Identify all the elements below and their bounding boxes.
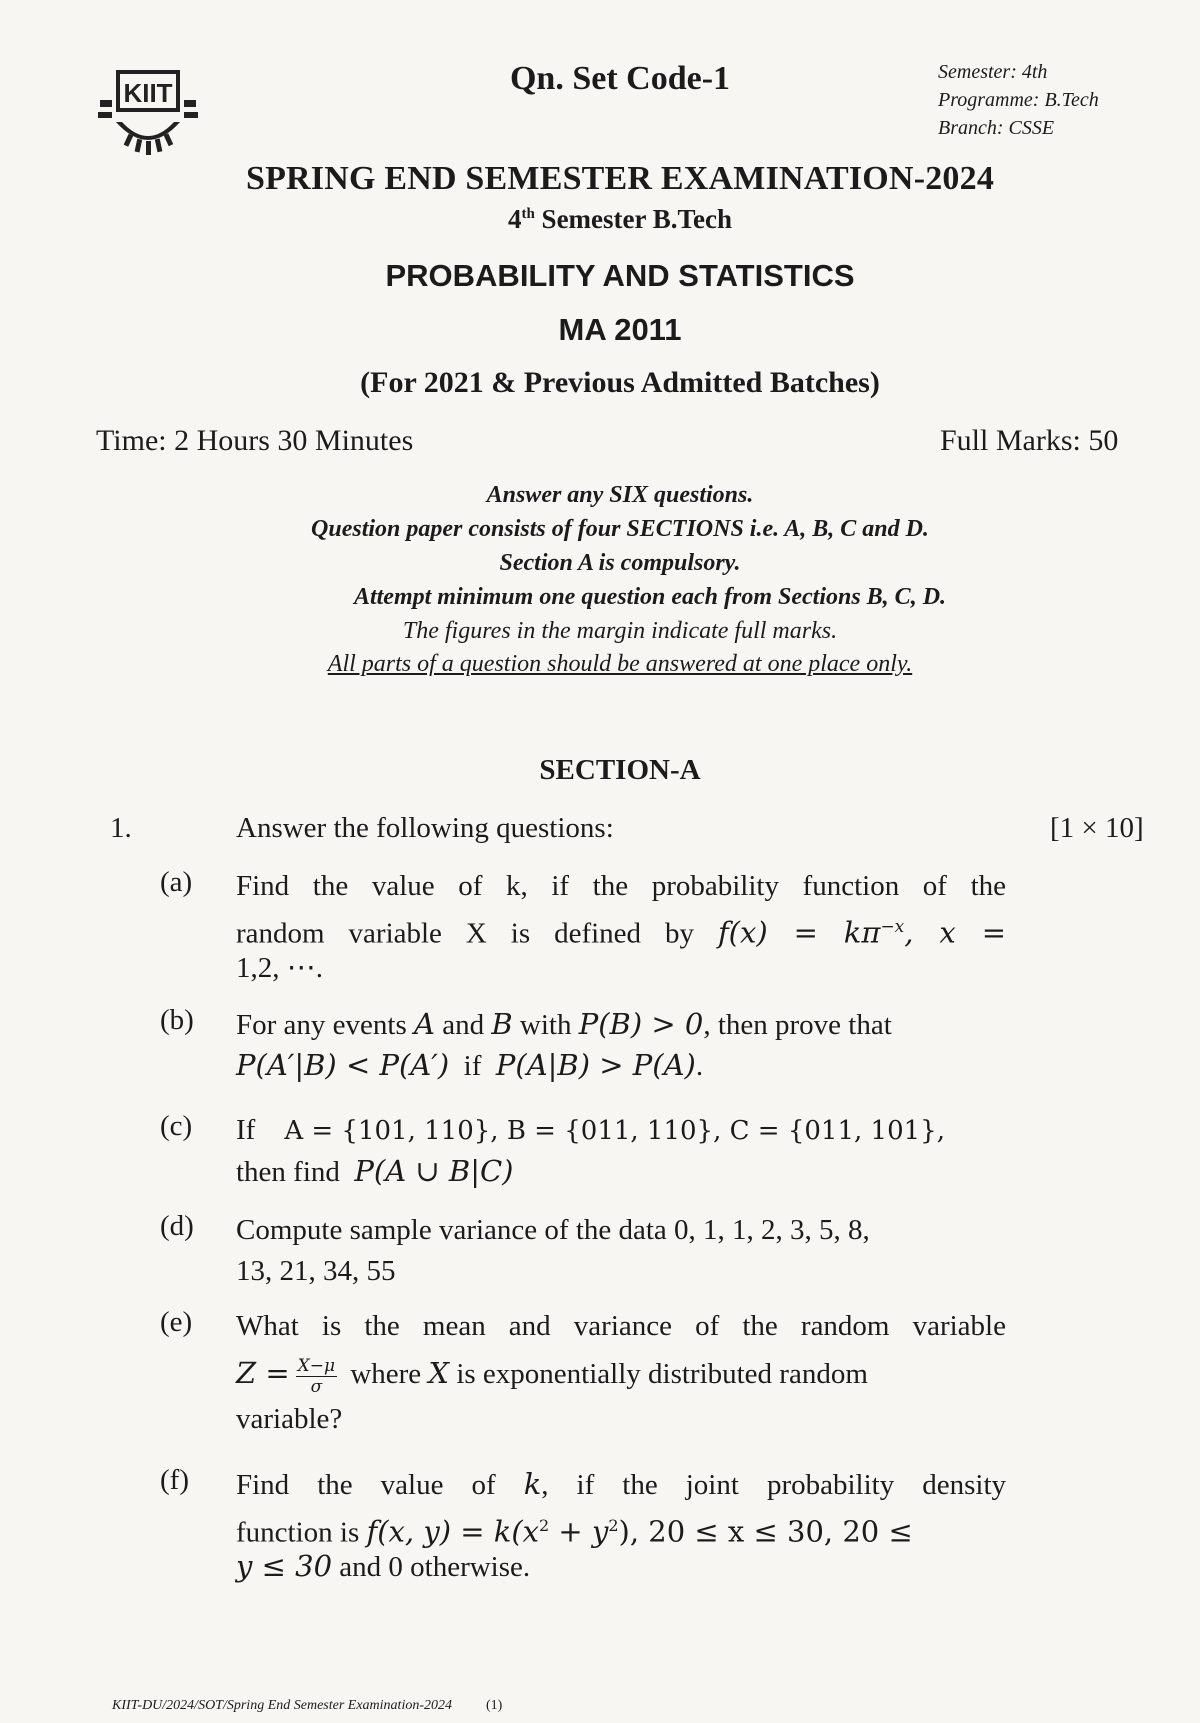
exam-page: KIIT Qn. Set Code-1 Semester: 4th Programme: B.Tech Branch: CSSE SPRING END SEMESTER EXAMINATION-2024 4th Semester B.Tech PROBABILITY AND STATISTICS MA 2011 (For 2021 & Previous Admitted Batches) Time: 2 Hours 30 Minutes Full Marks: 50 Answer any SIX questions. Question paper consists of four SECTIONS i.e. A, B, C and D. Section A is compulsory. Attempt minimum one question each from Sections B, C, D. The figures in the margin indicate full marks. All parts of a question should be answered at one place only. SECTION-A 1. Answer the following questions: [1 × 10] (a) Find the value of k, if the probability function of the random variable X is defined by $f(x) = k\pi^{-x}$, x = 1,2, ⋯. (b) For any events A and B with P(B) > 0, then prove that P(A′|B) < P(A′) if P(A|B) > P(A). (c) If A = {101, 110}, B = {011, 110}, C = {011, 101}, then find P(A ∪ B|C) (d) Compute sample variance of the data 0, 1, 1, 2, 3, 5, 8, 13, 21, 34, 55 (e) What is the mean and variance of the random variable Z = $\frac{X-\mu}{\sigma}$ where X is exponentially distributed random variable? (f) Find the value of k, if the joint probability density function is f(x, $y) = k(x^2 + y^2)$, 20 ≤ x ≤ 30, 20 ≤ y ≤ 30 and 0 otherwise. KIIT-DU/2024/SOT/Spring End Semester Examination-2024 (1) [0, 0, 1200, 1723]
instruction-line: Section A is compulsory. [499, 550, 741, 576]
subquestion-label: (f) [160, 1464, 189, 1496]
exam-time: Time: 2 Hours 30 Minutes [96, 424, 414, 457]
instruction-line: All parts of a question should be answered at one place only. [327, 651, 913, 677]
fraction: $\frac{X-\mu}{\sigma}$ [297, 1355, 336, 1397]
subquestion-label: (d) [160, 1210, 194, 1242]
subject-code: MA 2011 [558, 312, 682, 347]
page-footer: KIIT-DU/2024/SOT/Spring End Semester Examination-2024 (1) [112, 1698, 503, 1713]
branch-meta: Branch: CSSE [938, 117, 1055, 139]
subquestion-label: (c) [160, 1110, 193, 1142]
instruction-line: The figures in the margin indicate full marks. [402, 618, 838, 644]
programme-meta: Programme: B.Tech [938, 89, 1099, 111]
question-marks: [1 × 10] [1050, 812, 1144, 844]
instruction-line: Answer any SIX questions. [486, 482, 754, 508]
full-marks: Full Marks: 50 [940, 424, 1119, 457]
exam-meta [938, 58, 1099, 142]
page-number: (1) [486, 1698, 503, 1713]
section-title: SECTION-A [539, 754, 701, 786]
semester-meta: Semester: 4th [938, 61, 1048, 83]
question-set-code: Qn. Set Code-1 [509, 60, 731, 97]
instruction-line: Question paper consists of four SECTIONS i.e. A, B, C and D. [311, 516, 929, 542]
question-number: 1. [110, 812, 132, 844]
instruction-line: Attempt minimum one question each from Sections B, C, D. [353, 584, 947, 610]
batches-note: (For 2021 & Previous Admitted Batches) [360, 366, 880, 399]
subject-title: PROBABILITY AND STATISTICS [385, 258, 855, 293]
semester-line: 4th Semester B.Tech [507, 204, 733, 234]
question-heading: Answer the following questions: [236, 812, 614, 844]
exam-title: SPRING END SEMESTER EXAMINATION-2024 [245, 160, 995, 197]
subquestion-label: (e) [160, 1306, 193, 1338]
logo-text: KIIT [123, 78, 173, 108]
subquestion-label: (b) [160, 1004, 194, 1036]
subquestion-label: (a) [160, 866, 193, 898]
